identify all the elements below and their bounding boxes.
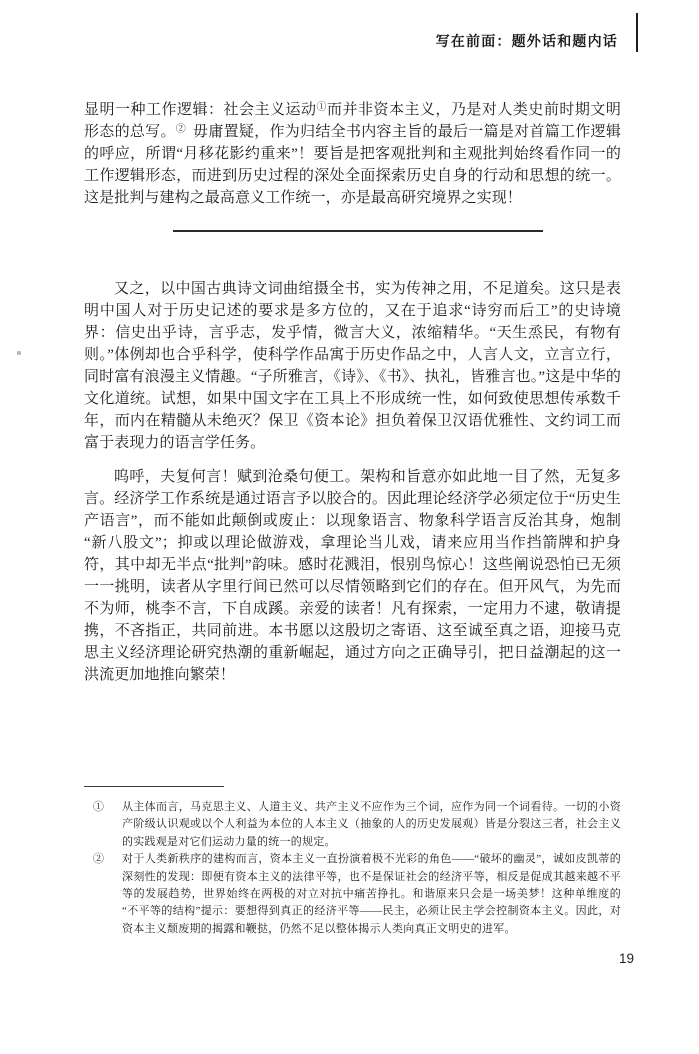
footnote-item bbox=[84, 799, 621, 851]
paragraph-1-text-post: 毋庸置疑，作为归结全书内容主旨的最后一篇是对首篇工作逻辑的呼应，所谓“月移花影约重来”！要旨是把客观批判和主观批判始终看作同一的工作逻辑形态，而进到历史过程的深处全面探索历史自身的行动和思想的统一。这是批判与建构之最高意义工作统一，亦是最高研究境界之实现！ bbox=[84, 124, 621, 206]
page-number: 19 bbox=[619, 951, 635, 966]
footnote-divider-rule bbox=[84, 786, 224, 787]
paragraph-2: 又之，以中国古典诗文词曲绾摄全书，实为传神之用，不足道矣。这只是表明中国人对于历史记述的要求是多方位的，又在于追求“诗穷而后工”的史诗境界：信史出乎诗，言乎志，发乎情，微言大义，浓缩精华。“天生烝民，有物有则。”体例却也合乎科学，使科学作品寓于历史作品之中，人言人文，立言立行，同时富有浪漫主义情趣。“子所雅言，《诗》、《书》、执礼，皆雅言也。”这是中华的文化道统。试想，如果中国文字在工具上不形成统一性，如何致使思想传承数千年，而内在精髓从未绝灭？保卫《资本论》担负着保卫汉语优雅性、文约词工而富于表现力的语言学任务。 bbox=[84, 281, 621, 451]
footnote-text: 从主体而言，马克思主义、人道主义、共产主义不应作为三个词，应作为同一个词看待。一切的小资产阶级认识观或以个人利益为本位的人本主义（抽象的人的历史发展观）皆是分裂这三者，社会主义的实践观是对它们运动力量的统一的规定。 bbox=[122, 801, 621, 848]
paragraph-1-text-mid: 而并非资本主义，乃是对人类史前时期文明形态的总写。 bbox=[84, 102, 621, 140]
footnote-marker: ② bbox=[93, 853, 104, 866]
footnote-text: 对于人类新秩序的建构而言，资本主义一直扮演着极不光彩的角色——“破坏的幽灵”，诚如皮凯蒂的深刻性的发现：即便有资本主义的法律平等，也不是保证社会的经济平等，相反是促成其越来越不平等的发展趋势，世界始终在两极的对立对抗中痛苦挣扎。和谐原来只会是一场美梦！这种单维度的“不平等的结构”提示：要想得到真正的经济平等——民主，必须让民主学会控制资本主义。因此，对资本主义颓废期的揭露和鞭挞，仍然不足以整体揭示人类向真正文明史的进军。 bbox=[122, 853, 621, 935]
footnotes-block bbox=[84, 799, 621, 938]
footnote-item bbox=[84, 851, 621, 938]
header-vertical-rule bbox=[636, 13, 638, 52]
paragraph-1 bbox=[84, 99, 621, 209]
section-divider-rule bbox=[173, 230, 543, 232]
footnote-marker: ① bbox=[93, 801, 104, 813]
footnote-ref-2: ② bbox=[175, 124, 187, 135]
footnote-ref-1: ① bbox=[316, 102, 327, 113]
scan-artifact-speck bbox=[17, 351, 21, 355]
running-header-title: 写在前面：题外话和题内话 bbox=[435, 33, 618, 49]
paragraph-3: 呜呼，夫复何言！赋到沧桑句便工。架构和旨意亦如此地一目了然，无复多言。经济学工作系统是通过语言予以胶合的。因此理论经济学必须定位于“历史生产语言”，而不能如此颠倒或废止：以现象语言、物象科学语言反治其身，炮制“新八股文”；抑或以理论做游戏，拿理论当儿戏，请来应用当作挡箭牌和护身符，其中却无半点“批判”韵味。感时花溅泪，恨别鸟惊心！这些阐说恐怕已无须一一挑明，读者从字里行间已然可以尽情领略到它们的存在。但开风气，为先而不为师，桃李不言，下自成蹊。亲爱的读者！凡有探索，一定用力不逮，敬请提携，不吝指正，共同前进。本书愿以这殷切之寄语、这至诚至真之语，迎接马克思主义经济理论研究热潮的重新崛起，通过方向之正确导引，把日益潮起的这一洪流更加地推向繁荣！ bbox=[84, 469, 621, 683]
paragraph-1-text-pre: 显明一种工作逻辑：社会主义运动 bbox=[84, 102, 317, 118]
